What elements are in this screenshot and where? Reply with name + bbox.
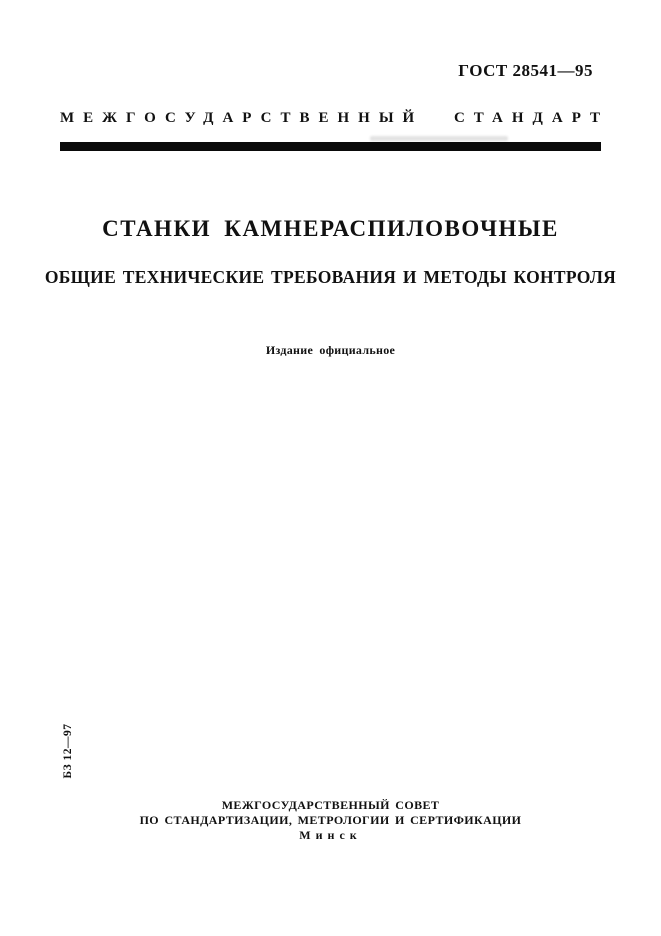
document-title: СТАНКИ КАМНЕРАСПИЛОВОЧНЫЕ <box>102 216 559 241</box>
document-subtitle: ОБЩИЕ ТЕХНИЧЕСКИЕ ТРЕБОВАНИЯ И МЕТОДЫ КОНТРОЛЯ <box>44 267 617 287</box>
standard-type-heading: МЕЖГОСУДАРСТВЕННЫЙ СТАНДАРТ <box>60 110 610 126</box>
header-rule-bar <box>60 142 601 151</box>
footer-council-line2: ПО СТАНДАРТИЗАЦИИ, МЕТРОЛОГИИ И СЕРТИФИКАЦИИ <box>139 813 522 827</box>
doc-number: ГОСТ 28541—95 <box>458 61 593 80</box>
edition-note: Издание официальное <box>265 343 396 357</box>
footer-council-line1: МЕЖГОСУДАРСТВЕННЫЙ СОВЕТ <box>221 798 440 812</box>
footer-block <box>0 798 661 843</box>
side-code-label: БЗ 12—97 <box>62 723 74 779</box>
scan-artifact <box>370 136 508 141</box>
footer-city: Минск <box>299 828 362 842</box>
